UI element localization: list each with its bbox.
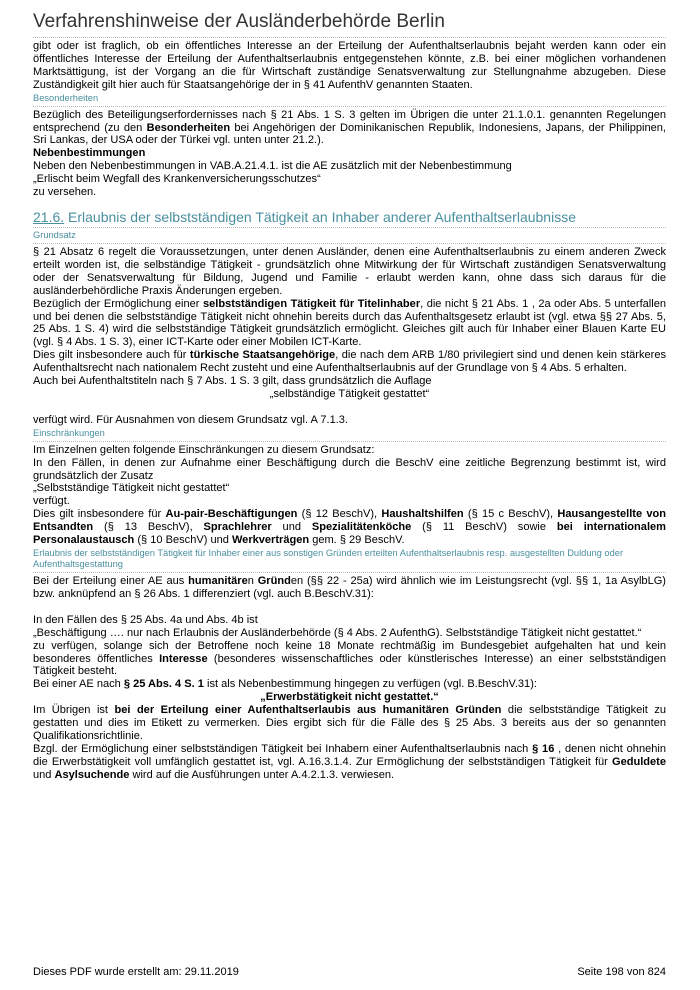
footer-created-date: Dieses PDF wurde erstellt am: 29.11.2019 <box>33 966 239 978</box>
quote-nicht-gestattet: „Selbstständige Tätigkeit nicht gestattet“ <box>33 482 230 495</box>
paragraph-grundsatz-2: Bezüglich der Ermöglichung einer selbstständigen Tätigkeit für Titelinhaber, die nicht § 21 Abs. 1 , 2a oder Abs. 5 unterfallen und bei denen die selbstständige Tätigkeit nicht ohnehin bereits durch das Aufenthaltsgesetz erlaubt ist (vgl. etwa §§ 27 Abs. 5, 25 Abs. 1 S. 4) wird die selbstständige Tätigkeit grundsätzlich ermöglicht. Gleiches gilt auch für Inhaber einer Blauen Karte EU (vgl. § 4 Abs. 1 S. 3), einer ICT-Karte oder einer Mobilen ICT-Karte. <box>33 297 666 349</box>
subheading-einschraenkungen: Einschränkungen <box>33 428 666 442</box>
subheading-humanitaere-gruende: Erlaubnis der selbstständigen Tätigkeit für Inhaber einer aus sonstigen Gründen erteilten Aufenthaltserlaubnis resp. ausgestellten Duldung oder Aufenthaltsgestattung <box>33 548 666 573</box>
paragraph-einschraenkungen-2: In den Fällen, in denen zur Aufnahme einer Beschäftigung durch die BeschV eine zeitliche Begrenzung bestimmt ist, wird grundsätzlich der Zusatz <box>33 456 666 482</box>
paragraph-beteiligung: Bezüglich des Beteiligungserfordernisses nach § 21 Abs. 1 S. 3 gelten im Übrigen die unter 21.1.0.1. genannten Regelungen entsprechend (zu den Besonderheiten bei Angehörigen der Dominikanischen Republik, Indonesiens, Japans, der Philippinen, Sri Lankas, der USA oder der Türkei vgl. unten unter 21.2.). <box>33 108 667 147</box>
heading-nebenbestimmungen: Nebenbestimmungen <box>33 147 146 160</box>
paragraph-humanitaer-4: zu verfügen, solange sich der Betroffene noch keine 18 Monate rechtmäßig im Bundesgebiet aufgehalten hat und kein besonderes öffentliches Interesse (besonderes wissenschaftliches oder künstlerisches Interesse) an einer selbstständigen Tätigkeit besteht. <box>33 639 666 678</box>
quote-krankenversicherung: „Erlischt beim Wegfall des Krankenversicherungsschutzes“ <box>33 173 321 186</box>
paragraph-humanitaer-6: Im Übrigen ist bei der Erteilung einer Aufenthaltserlaubis aus humanitären Gründen die selbstständige Tätigkeit zu gestatten und dies im Etikett zu vermerken. Dies ergibt sich für die Fälle des § 25 Abs. 3 bereits aus der so genannten Qualifikationsrichtlinie. <box>33 704 666 742</box>
paragraph-grundsatz-4: Auch bei Aufenthaltstiteln nach § 7 Abs. 1 S. 3 gilt, dass grundsätzlich die Auflage <box>33 375 432 388</box>
paragraph-einschraenkungen-1: Im Einzelnen gelten folgende Einschränkungen zu diesem Grundsatz: <box>33 443 375 456</box>
quote-selbstaendige-taetigkeit-gestattet: „selbständige Tätigkeit gestattet“ <box>269 387 430 400</box>
section-number: 21.6. <box>33 208 65 225</box>
quote-beschaeftigung-erlaubnis: „Beschäftigung …. nur nach Erlaubnis der Ausländerbehörde (§ 4 Abs. 2 AufenthG). Selbstständige Tätigkeit nicht gestattet.“ <box>33 626 642 639</box>
footer-page-number: Seite 198 von 824 <box>577 966 666 978</box>
paragraph-humanitaer-1: Bei der Erteilung einer AE aus humanitären Gründen (§§ 22 - 25a) wird ähnlich wie im Leistungsrecht (vgl. §§ 1, 1a AsylbLG) bzw. anknüpfend an § 26 Abs. 1 differenziert (vgl. auch B.BeschV.31): <box>33 575 666 600</box>
section-title: Erlaubnis der selbstständigen Tätigkeit an Inhaber anderer Aufenthaltserlaubnisse <box>68 208 576 225</box>
paragraph-nebenbestimmung-1: Neben den Nebenbestimmungen in VAB.A.21.4.1. ist die AE zusätzlich mit der Nebenbestimmung <box>33 160 512 173</box>
quote-erwerbstaetigkeit-nicht-gestattet: „Erwerbstätigkeit nicht gestattet.“ <box>260 691 439 704</box>
title-divider <box>33 37 666 38</box>
paragraph-marktsaettigung: gibt oder ist fraglich, ob ein öffentliches Interesse an der Erteilung der Aufenthaltserlaubnis bejaht werden kann oder ein öffentliches Interesse der Erteilung der Aufenthaltserlaubnis entgegenstehen könnte, z.B. bei einer möglichen vorhandenen Marktsättigung, ist der Vorgang an die für Wirtschaft zuständige Senatsverwaltung zur Stellungnahme abzugeben. Diese Zuständigkeit gilt hier auch für Staatsangehörige der in § 41 AufenthV genannten Staaten. <box>33 40 666 91</box>
paragraph-einschraenkungen-liste: Dies gilt insbesondere für Au-pair-Beschäftigungen (§ 12 BeschV), Haushaltshilfen (§ 15 c BeschV), Hausangestellte von Entsandten (§ 13 BeschV), Sprachlehrer und Spezialitätenköche (§ 11 BeschV) sowie bei internationalem Personalaustausch (§ 10 BeschV) und Werkverträgen gem. § 29 BeschV. <box>33 508 666 547</box>
paragraph-grundsatz-5: verfügt wird. Für Ausnahmen von diesem Grundsatz vgl. A 7.1.3. <box>33 413 348 426</box>
paragraph-nebenbestimmung-2: zu versehen. <box>33 186 97 199</box>
subheading-besonderheiten: Besonderheiten <box>33 93 666 107</box>
document-body <box>33 40 666 782</box>
paragraph-verfuegt: verfügt. <box>33 495 70 508</box>
paragraph-humanitaer-5: Bei einer AE nach § 25 Abs. 4 S. 1 ist als Nebenbestimmung hingegen zu verfügen (vgl. B.BeschV.31): <box>33 678 537 691</box>
paragraph-humanitaer-2: In den Fällen des § 25 Abs. 4a und Abs. 4b ist <box>33 613 258 626</box>
paragraph-humanitaer-7: Bzgl. der Ermöglichung einer selbstständigen Tätigkeit bei Inhabern einer Aufenthaltserlaubnis nach § 16 , denen nicht ohnehin die Erwerbstätigkeit voll umfänglich gestattet ist, vgl. A.16.3.1.4. Zur Ermöglichung der selbstständigen Tätigkeit für Geduldete und Asylsuchende wird auf die Ausführungen unter A.4.2.1.3. verwiesen. <box>33 742 666 781</box>
subheading-grundsatz: Grundsatz <box>33 230 666 244</box>
paragraph-grundsatz-3: Dies gilt insbesondere auch für türkische Staatsangehörige, die nach dem ARB 1/80 privilegiert sind und denen kein stärkeres Aufenthaltsrecht nach nationalem Recht zusteht und eine Aufenthaltserlaubnis auf der Grundlage von § 4 Abs. 5 erhalten. <box>33 349 666 375</box>
page-title: Verfahrenshinweise der Ausländerbehörde Berlin <box>33 11 445 32</box>
paragraph-grundsatz-1: § 21 Absatz 6 regelt die Voraussetzungen, unter denen Ausländer, denen eine Aufenthaltserlaubnis zu einem anderen Zweck erteilt worden ist, die selbständige Tätigkeit - grundsätzlich ohne Mitwirkung der für Wirtschaft zuständigen Senatsverwaltung oder der Senatsverwaltung für Bildung, Jugend und Familie - erlaubt werden kann, ohne dass sich daraus für die ausländerbehördliche Praxis Änderungen ergeben. <box>33 245 666 297</box>
section-heading-21-6 <box>33 208 666 228</box>
